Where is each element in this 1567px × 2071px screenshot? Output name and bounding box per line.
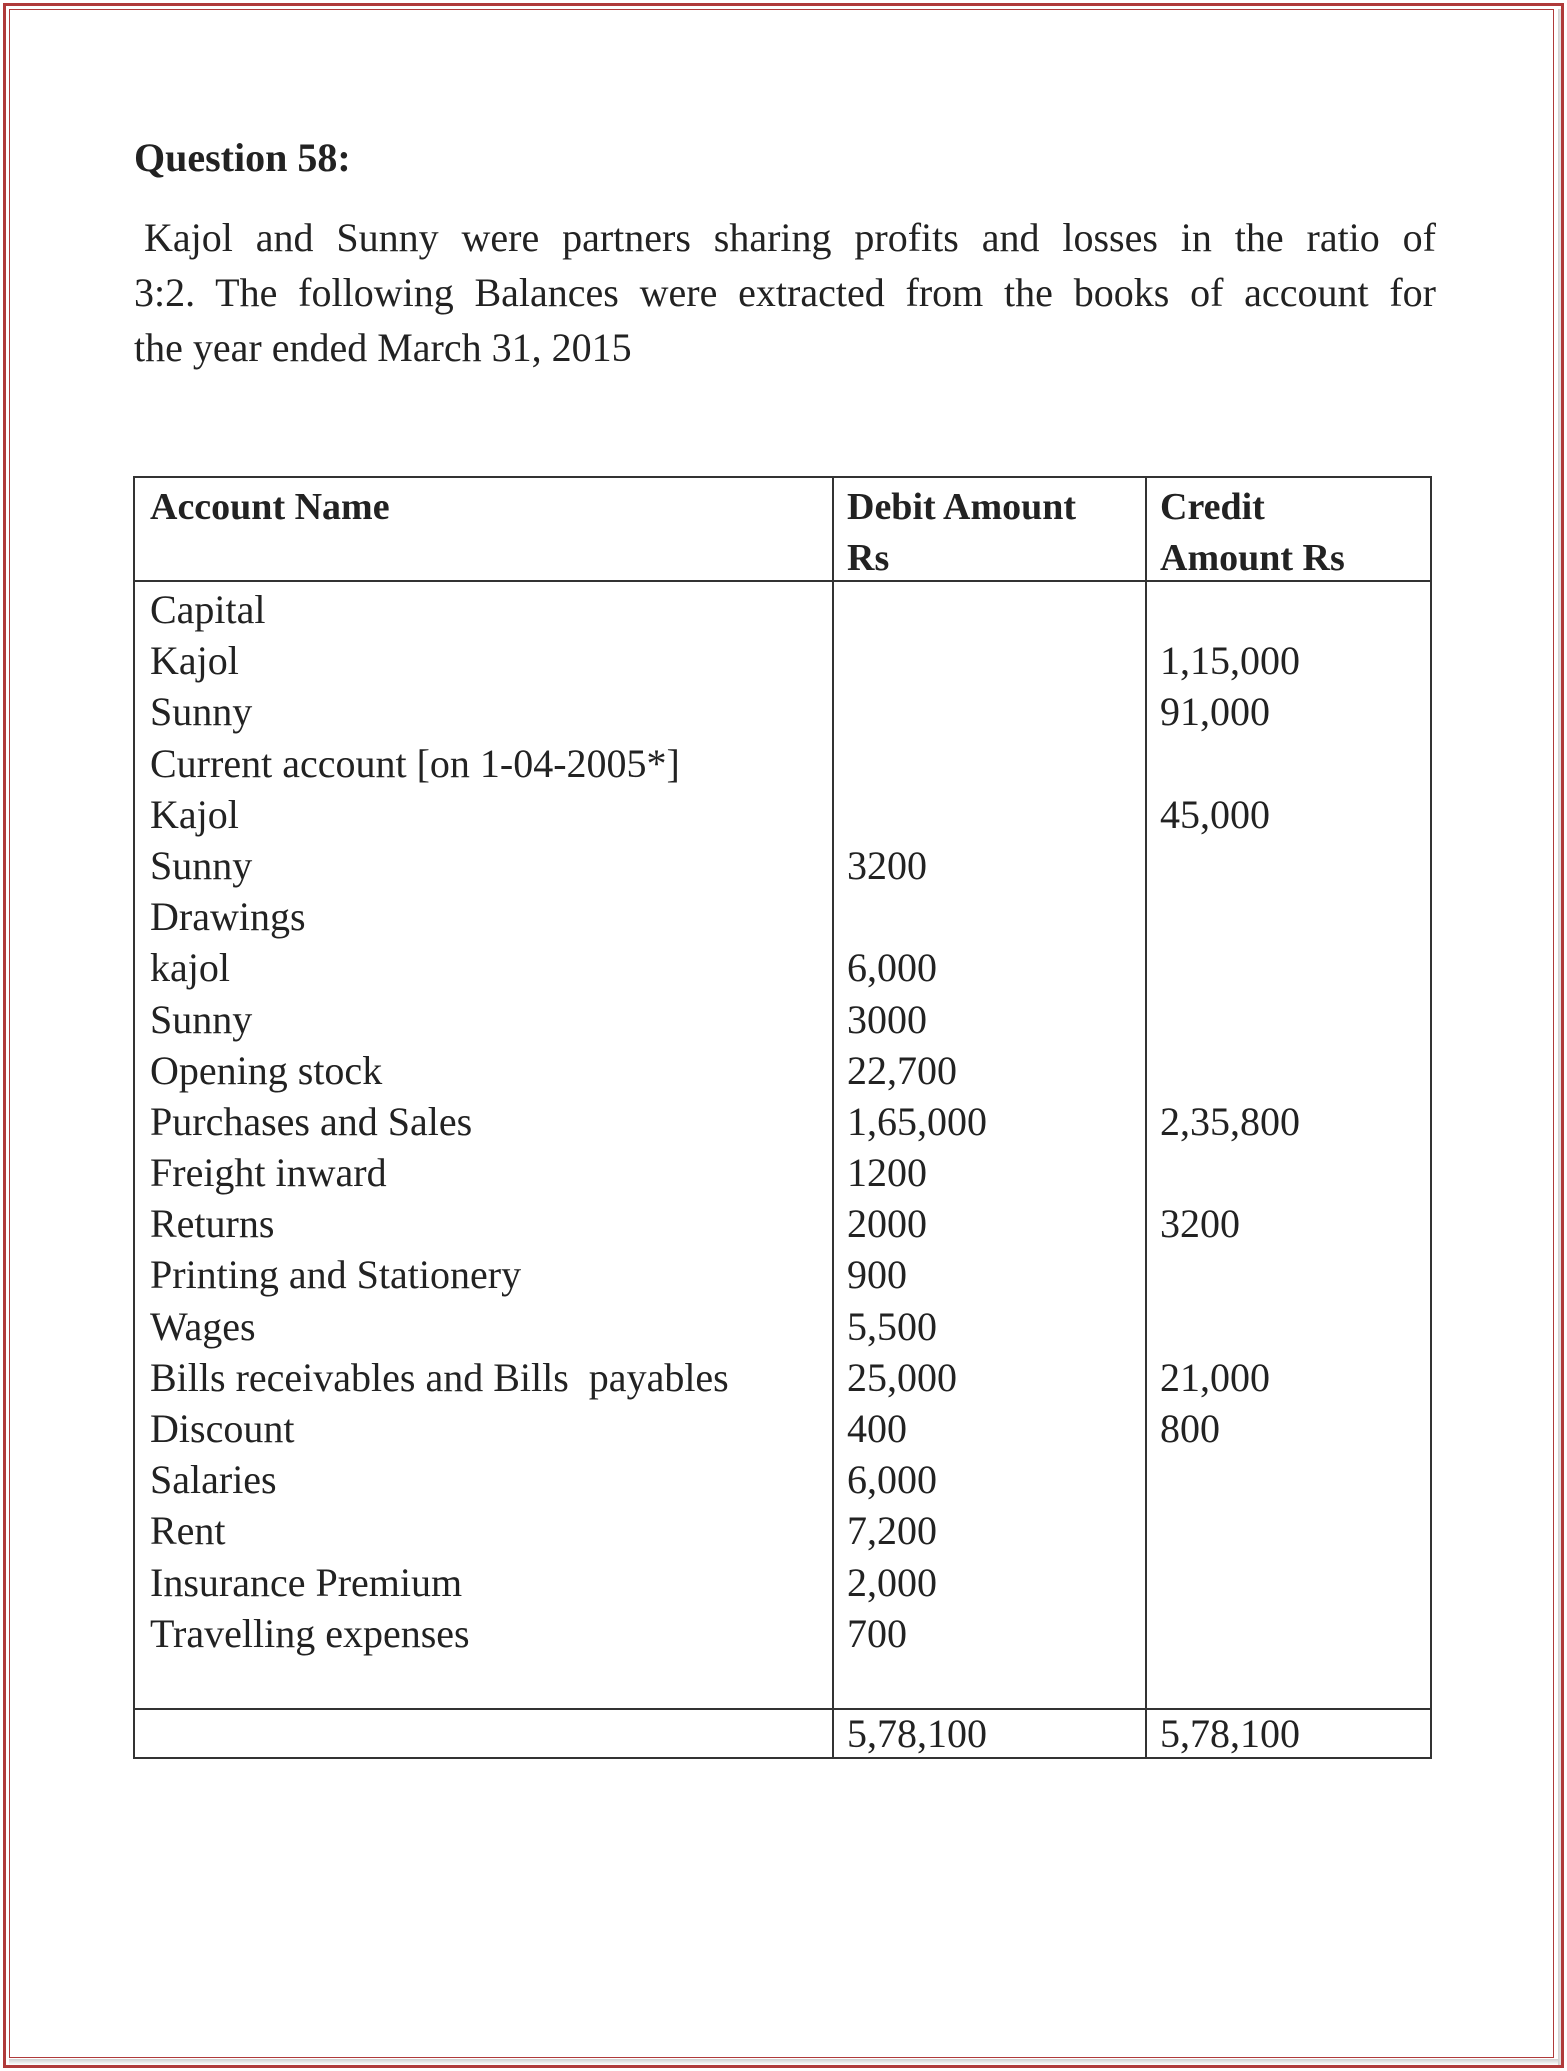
credit-amount-cell [1160,738,1300,789]
account-name-cell: Returns [150,1201,275,1247]
total-debit: 5,78,100 [847,1711,987,1756]
credit-amount-cell [1160,1147,1300,1198]
account-name-cell: Purchases and Sales [150,1098,473,1144]
header-credit-line2: Amount Rs [1160,537,1345,579]
debit-amount-cell: 2,000 [847,1559,937,1605]
header-credit-line1: Credit [1160,486,1265,528]
credit-amount-cell [1160,891,1300,942]
account-name-cell: Wages [150,1303,256,1349]
account-name-cell: Rent [150,1508,226,1554]
debit-amount-cell: 1,65,000 [847,1098,987,1144]
account-name-cell: Travelling expenses [150,1610,470,1656]
credit-amount-cell: 800 [1160,1406,1220,1451]
credit-amount-cell [1160,1045,1300,1096]
account-name-cell: kajol [150,945,230,991]
debit-amount-cell: 6,000 [847,1457,937,1503]
credit-amount-cell [1160,994,1300,1045]
credit-amount-cell [1160,1608,1300,1659]
credit-amount-cell: 21,000 [1160,1354,1270,1400]
credit-amount-cell [1160,1505,1300,1556]
credit-amount-cell: 91,000 [1160,689,1270,735]
credit-amount-cell [1160,840,1300,891]
header-debit-line1: Debit Amount [847,486,1077,528]
credit-amount-cell: 3200 [1160,1201,1240,1247]
question-line-1: Kajol and Sunny were partners sharing profits and losses in the ratio of [144,215,1436,260]
account-name-cell: Current account [on 1-04-2005*] [150,740,680,786]
credit-amount-cell [1160,584,1300,635]
question-line-3: the year ended March 31, 2015 [134,325,632,370]
account-name-cell: Salaries [150,1457,277,1503]
debit-amount-cell [847,891,987,942]
debit-amount-cell [847,789,987,840]
debit-amount-cell: 5,500 [847,1303,937,1349]
question-text [134,210,1436,375]
account-name-cell: Printing and Stationery [150,1252,522,1298]
header-account-name: Account Name [150,486,390,528]
debit-amount-cell: 700 [847,1610,907,1656]
debit-amount-cell [847,686,987,737]
account-name-cell: Insurance Premium [150,1559,463,1605]
debit-amount-cell [847,738,987,789]
credit-amount-cell: 2,35,800 [1160,1098,1300,1144]
total-credit: 5,78,100 [1160,1711,1300,1756]
debit-amount-cell: 25,000 [847,1354,957,1400]
credit-amount-cell [1160,942,1300,993]
account-name-cell: Kajol [150,791,239,837]
credit-amount-cell [1160,1557,1300,1608]
credit-amount-cell [1160,1249,1300,1300]
account-name-cell: Sunny [150,842,253,888]
debit-amount-cell: 1200 [847,1150,927,1196]
column-divider-credit [1145,478,1147,1757]
credit-amount-cell: 45,000 [1160,791,1270,837]
account-name-cell: Opening stock [150,1047,383,1093]
debit-amount-cell: 900 [847,1252,907,1298]
account-name-cell: Capital [150,587,266,632]
debit-amount-cell: 22,700 [847,1047,957,1093]
debit-amount-cell: 400 [847,1406,907,1451]
credit-amount-cell [1160,1454,1300,1505]
question-line-2: 3:2. The following Balances were extracted from the books of account for [134,270,1436,315]
debit-amount-cell: 3200 [847,842,927,888]
debit-amount-column [847,584,987,1659]
credit-amount-cell [1160,1301,1300,1352]
question-title: Question 58: [134,135,351,180]
debit-amount-cell: 6,000 [847,945,937,991]
debit-amount-cell: 3000 [847,996,927,1042]
debit-amount-cell [847,635,987,686]
account-name-cell: Bills receivables and Bills payables [150,1354,729,1400]
account-name-cell: Sunny [150,689,253,735]
debit-amount-cell: 7,200 [847,1508,937,1554]
header-debit-line2: Rs [847,537,890,579]
debit-amount-cell: 2000 [847,1201,927,1247]
column-divider-debit [832,478,834,1757]
trial-balance-table [133,476,1432,1759]
account-name-cell: Discount [150,1406,295,1451]
credit-amount-cell: 1,15,000 [1160,638,1300,684]
account-name-cell: Kajol [150,638,239,684]
credit-amount-column [1160,584,1300,1659]
account-name-column [150,584,729,1659]
account-name-cell: Freight inward [150,1150,387,1196]
account-name-cell: Drawings [150,894,306,940]
debit-amount-cell [847,584,987,635]
account-name-cell: Sunny [150,996,253,1042]
